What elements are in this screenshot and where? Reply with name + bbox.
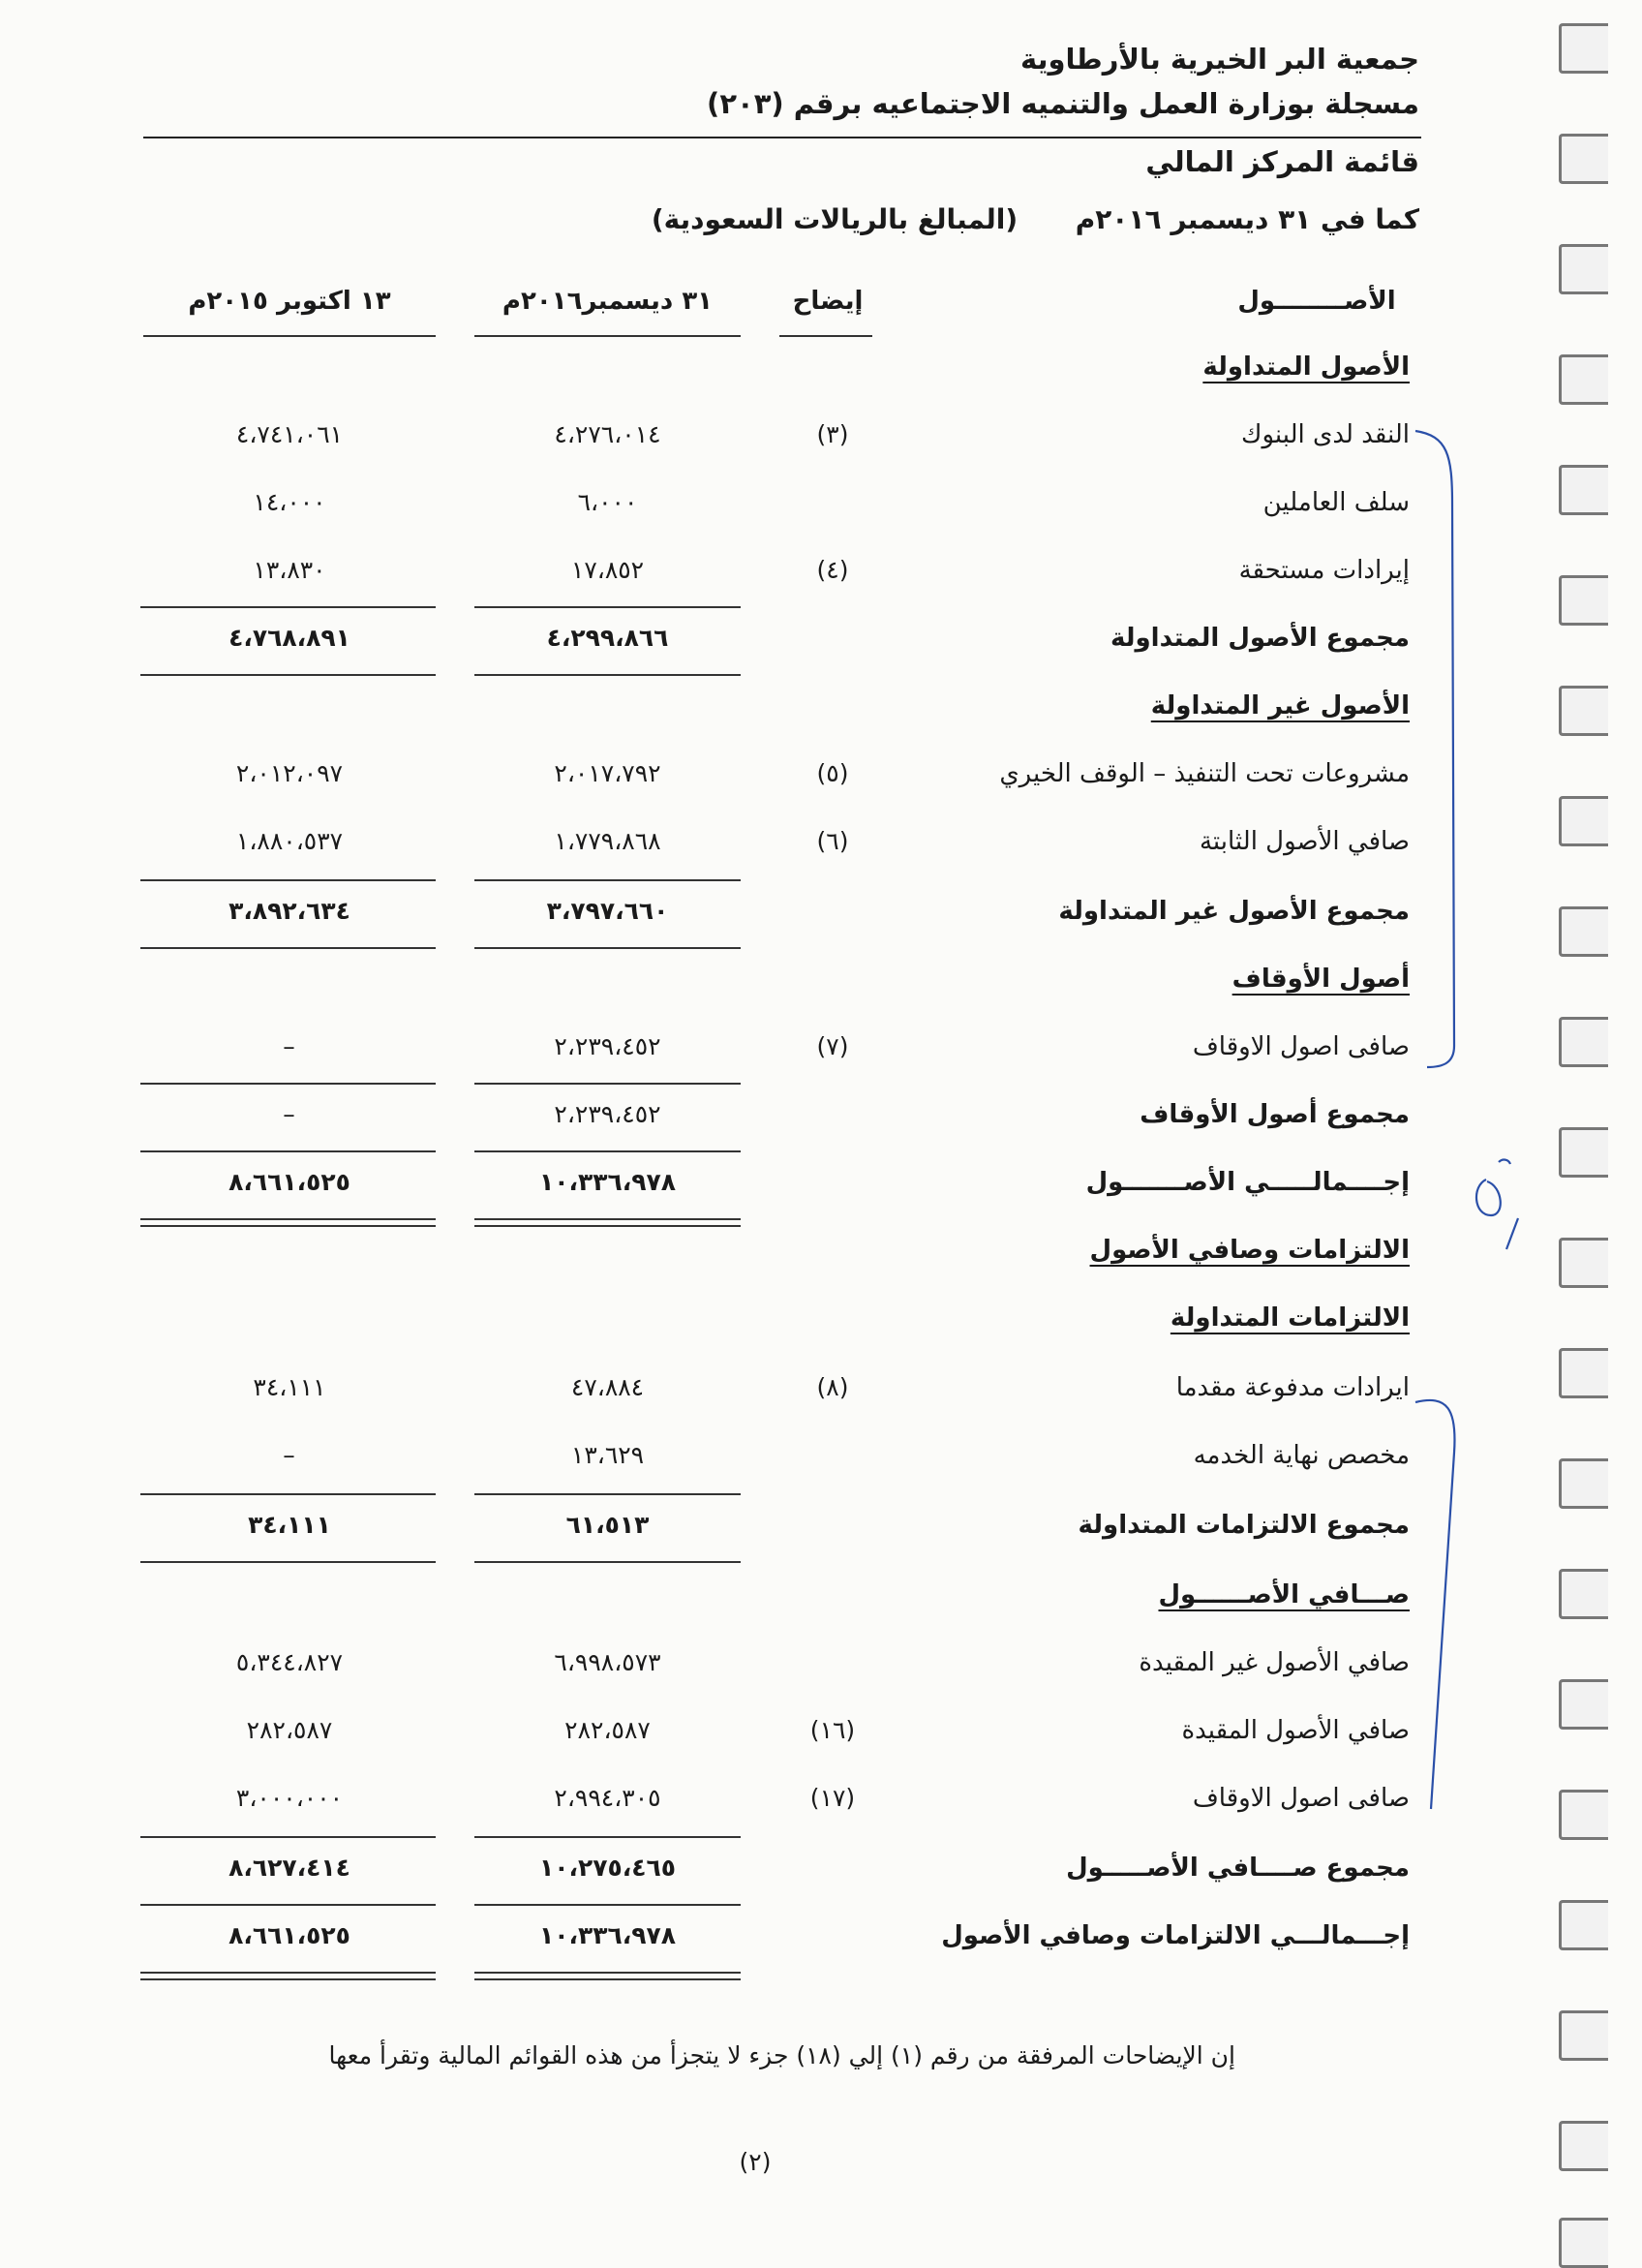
row-prior-value: ٤،٧٦٨،٨٩١	[228, 624, 350, 652]
row-note: (٥)	[816, 759, 849, 787]
row-prior-value: ١٤،٠٠٠	[253, 488, 326, 516]
row-current-value: ٤٧،٨٨٤	[570, 1373, 645, 1401]
col-head-note: إيضاح	[792, 287, 864, 316]
binder-tab	[1559, 2010, 1608, 2061]
row-current-value: ١٠،٣٣٦،٩٧٨	[538, 1921, 677, 1949]
row-label: النقد لدى البنوك	[1241, 420, 1410, 449]
row-note: (٤)	[816, 556, 849, 584]
row-label: سلف العاملين	[1262, 488, 1410, 517]
row-prior-value: –	[283, 1441, 296, 1469]
pen-bracket-liabilities	[1415, 1400, 1455, 1809]
row-current-value: ٢،٠١٧،٧٩٢	[554, 759, 661, 787]
row-current-value: ١،٧٧٩،٨٦٨	[554, 827, 661, 855]
registration-line: مسجلة بوزارة العمل والتنميه الاجتماعيه برقم (٢٠٣)	[707, 87, 1419, 120]
row-label: الأصول المتداولة	[1202, 352, 1410, 382]
row-current-value: ٣،٧٩٧،٦٦٠	[546, 897, 669, 925]
row-label: صافي الأصول المقيدة	[1181, 1716, 1410, 1745]
row-prior-value: –	[283, 1100, 296, 1128]
binder-tab	[1559, 2218, 1608, 2268]
row-label: مجموع أصول الأوقاف	[1140, 1100, 1410, 1129]
row-label: صـــافي الأصــــــول	[1158, 1580, 1410, 1609]
binder-tab	[1559, 906, 1608, 957]
row-label: الالتزامات المتداولة	[1170, 1303, 1410, 1333]
row-prior-value: ١،٨٨٠،٥٣٧	[235, 827, 344, 855]
binder-tab	[1559, 2121, 1608, 2171]
binder-tab	[1559, 1238, 1608, 1288]
footer-note: إن الإيضاحات المرفقة من رقم (١) إلي (١٨) جزء لا يتجزأ من هذه القوائم المالية وتقرأ معها	[328, 2041, 1235, 2069]
binder-tab	[1559, 244, 1608, 294]
row-prior-value: ١٣،٨٣٠	[253, 556, 326, 584]
row-note: (١٦)	[809, 1716, 856, 1744]
row-prior-value: ٢،٠١٢،٠٩٧	[235, 759, 344, 787]
row-prior-value: ٨،٦٦١،٥٢٥	[228, 1168, 350, 1196]
row-prior-value: ٣٤،١١١	[253, 1373, 326, 1401]
col-head-current: ٣١ ديسمبر٢٠١٦م	[502, 287, 714, 316]
row-current-value: ١٠،٣٣٦،٩٧٨	[538, 1168, 677, 1196]
statement-title: قائمة المركز المالي	[1145, 145, 1419, 178]
row-label: مخصص نهاية الخدمه	[1193, 1441, 1410, 1470]
row-label: إيرادات مستحقة	[1238, 556, 1410, 585]
binder-tab	[1559, 1790, 1608, 1840]
binder-tab	[1559, 465, 1608, 515]
row-label: صافي الأصول الثابتة	[1199, 827, 1410, 856]
row-current-value: ٢،٩٩٤،٣٠٥	[554, 1784, 661, 1812]
binder-tab	[1559, 1127, 1608, 1178]
binder-tab	[1559, 796, 1608, 846]
page-number: (٢)	[739, 2148, 772, 2176]
binder-tab	[1559, 23, 1608, 74]
binder-tab	[1559, 1017, 1608, 1067]
row-prior-value: ٣،٨٩٢،٦٣٤	[228, 897, 350, 925]
row-label: إجـــمالـــي الالتزامات وصافي الأصول	[941, 1921, 1410, 1950]
pen-initials-mark	[1476, 1160, 1518, 1249]
row-prior-value: ٣،٠٠٠،٠٠٠	[235, 1784, 344, 1812]
row-prior-value: ٥،٣٤٤،٨٢٧	[235, 1648, 344, 1676]
row-prior-value: ٤،٧٤١،٠٦١	[235, 420, 344, 448]
row-note: (١٧)	[809, 1784, 856, 1812]
row-current-value: ٢،٢٣٩،٤٥٢	[554, 1032, 661, 1060]
row-label: الالتزامات وصافي الأصول	[1089, 1236, 1410, 1265]
row-label: صافى اصول الاوقاف	[1192, 1032, 1410, 1061]
binder-tab	[1559, 1900, 1608, 1950]
col-head-label: الأصــــــــول	[1237, 287, 1396, 316]
row-label: مشروعات تحت التنفيذ – الوقف الخيري	[999, 759, 1410, 788]
row-current-value: ٤،٢٩٩،٨٦٦	[546, 624, 669, 652]
as-of-date: كما في ٣١ ديسمبر ٢٠١٦م	[1075, 203, 1419, 235]
row-label: مجموع الأصول غير المتداولة	[1058, 897, 1410, 926]
row-label: ايرادات مدفوعة مقدما	[1175, 1373, 1410, 1402]
row-current-value: ٢،٢٣٩،٤٥٢	[554, 1100, 661, 1128]
row-label: الأصول غير المتداولة	[1150, 691, 1410, 720]
row-label: أصول الأوقاف	[1232, 965, 1410, 994]
row-prior-value: ٣٤،١١١	[248, 1511, 331, 1539]
row-current-value: ١٠،٢٧٥،٤٦٥	[538, 1854, 677, 1882]
row-current-value: ٦،٠٠٠	[577, 488, 638, 516]
binder-tab	[1559, 1458, 1608, 1509]
row-note: (٨)	[816, 1373, 849, 1401]
currency-note: (المبالغ بالريالات السعودية)	[651, 203, 1019, 235]
row-current-value: ٦،٩٩٨،٥٧٣	[554, 1648, 661, 1676]
binder-tab	[1559, 1679, 1608, 1730]
row-label: صافى اصول الاوقاف	[1192, 1784, 1410, 1813]
row-note: (٧)	[816, 1032, 849, 1060]
binder-tab	[1559, 354, 1608, 405]
row-label: مجموع الالتزامات المتداولة	[1078, 1511, 1410, 1540]
row-label: مجموع الأصول المتداولة	[1110, 624, 1410, 653]
pen-bracket-assets	[1415, 431, 1454, 1067]
row-note: (٦)	[816, 827, 849, 855]
binder-tab	[1559, 686, 1608, 736]
row-label: إجــــمالـــــي الأصـــــــول	[1085, 1168, 1410, 1197]
binder-tab	[1559, 1348, 1608, 1398]
row-prior-value: –	[283, 1032, 296, 1060]
binder-tab	[1559, 1569, 1608, 1619]
row-current-value: ١٧،٨٥٢	[570, 556, 645, 584]
row-current-value: ٤،٢٧٦،٠١٤	[554, 420, 661, 448]
row-label: مجموع صــــافي الأصـــــول	[1066, 1854, 1410, 1883]
row-current-value: ٦١،٥١٣	[565, 1511, 650, 1539]
row-prior-value: ٢٨٢،٥٨٧	[246, 1716, 333, 1744]
row-label: صافي الأصول غير المقيدة	[1139, 1648, 1410, 1677]
org-name: جمعية البر الخيرية بالأرطاوية	[1020, 43, 1419, 76]
binder-tab	[1559, 134, 1608, 184]
col-head-prior: ١٣ اكتوبر ٢٠١٥م	[188, 287, 391, 316]
row-current-value: ١٣،٦٢٩	[570, 1441, 645, 1469]
row-prior-value: ٨،٦٢٧،٤١٤	[228, 1854, 350, 1882]
row-current-value: ٢٨٢،٥٨٧	[564, 1716, 651, 1744]
binder-tab	[1559, 575, 1608, 626]
row-prior-value: ٨،٦٦١،٥٢٥	[228, 1921, 350, 1949]
row-note: (٣)	[816, 420, 849, 448]
